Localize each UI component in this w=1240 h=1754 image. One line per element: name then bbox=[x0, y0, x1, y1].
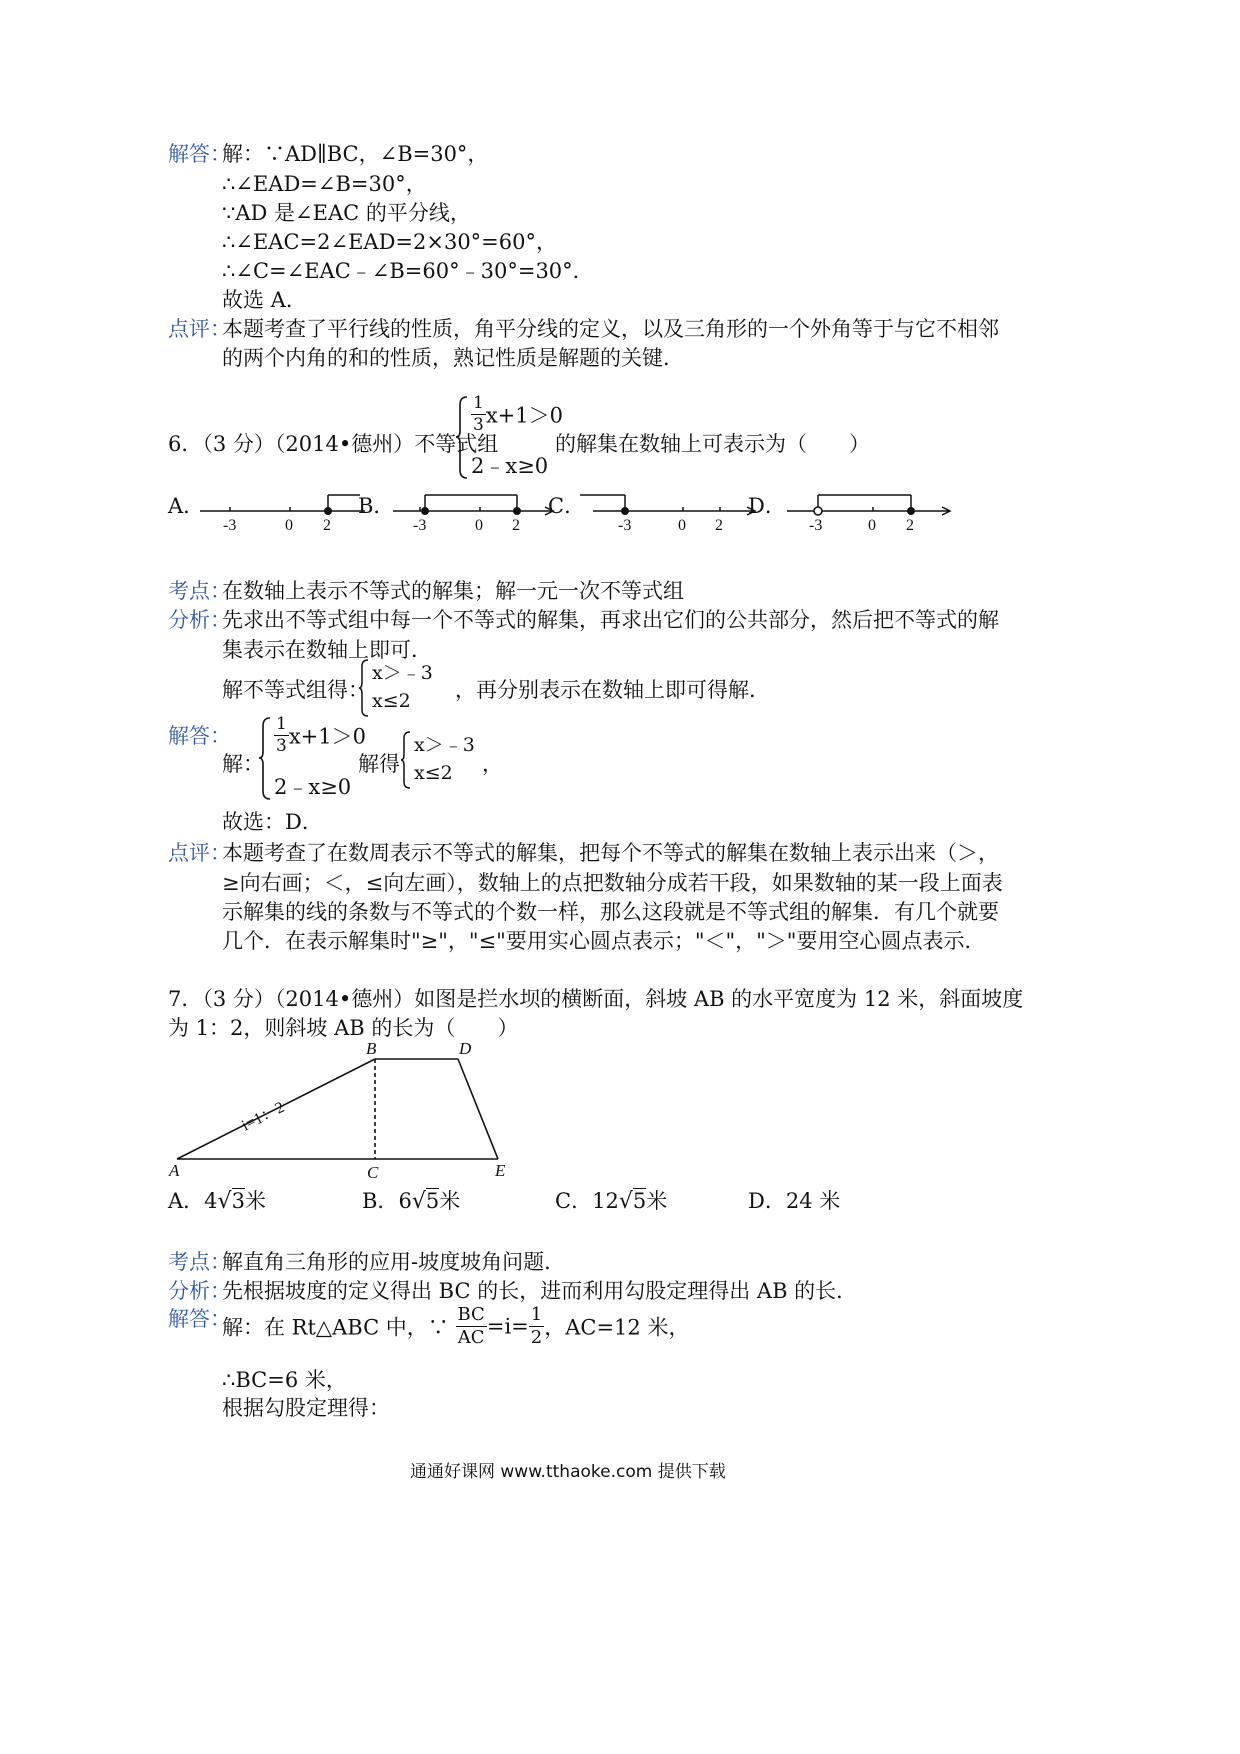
svg-text:2: 2 bbox=[715, 517, 723, 534]
comment-line: 示解集的线的条数与不等式的个数一样，那么这段就是不等式组的解集．有几个就要 bbox=[222, 900, 999, 924]
option-d: D．24 米 bbox=[748, 1189, 841, 1213]
svg-text:C: C bbox=[367, 1163, 379, 1182]
svg-text:D: D bbox=[459, 1039, 472, 1058]
solution-line: ∴∠EAD=∠B=30°， bbox=[222, 172, 427, 196]
analysis-system: x＞﹣3 x≤2 bbox=[358, 658, 458, 718]
answer-result-system: x＞﹣3 x≤2 bbox=[400, 730, 500, 790]
solution-line: ∴∠C=∠EAC﹣∠B=60°﹣30°=30°． bbox=[222, 259, 594, 283]
option-b: B．6√5米 bbox=[362, 1189, 461, 1214]
question-6-prefix: 6．（3 分）（2014•德州）不等式组 bbox=[168, 432, 499, 456]
analysis-label: 分析： bbox=[168, 1279, 231, 1303]
answer-label: 解答： bbox=[168, 724, 231, 748]
option-d-label: D． bbox=[748, 494, 786, 518]
brace-icon bbox=[400, 730, 412, 790]
analysis-suffix: ，再分别表示在数轴上即可得解． bbox=[455, 678, 770, 702]
svg-text:0: 0 bbox=[475, 517, 483, 534]
answer-label: 解答： bbox=[168, 142, 231, 166]
svg-text:B: B bbox=[366, 1039, 377, 1058]
analysis-prefix: 解不等式组得： bbox=[222, 678, 369, 702]
comment-line: 本题考查了平行线的性质，角平分线的定义，以及三角形的一个外角等于与它不相邻 bbox=[222, 317, 999, 341]
option-b-label: B． bbox=[358, 494, 395, 518]
svg-text:i=1：2: i=1：2 bbox=[239, 1098, 288, 1135]
solution-line: ∴BC=6 米， bbox=[222, 1368, 347, 1392]
svg-text:A: A bbox=[169, 1161, 180, 1180]
svg-text:-3: -3 bbox=[618, 517, 632, 534]
answer-system: $\frac{1}{3}$ x+1＞0 2﹣x≥0 bbox=[258, 716, 368, 801]
question-7-line: 为 1：2，则斜坡 AB 的长为（ ） bbox=[168, 1016, 519, 1040]
comment-line: 本题考查了在数周表示不等式的解集，把每个不等式的解集在数轴上表示出来（＞， bbox=[222, 841, 999, 865]
option-c-label: C． bbox=[548, 494, 586, 518]
number-lines bbox=[195, 485, 965, 535]
answer-equation: 解：在 Rt△ABC 中，∵ $\frac{BC}{AC}$ =i= $\frac{1}{2}$ ，AC=12 米， bbox=[222, 1304, 690, 1348]
svg-text:0: 0 bbox=[678, 517, 686, 534]
brace-icon bbox=[358, 658, 370, 718]
brace-icon bbox=[455, 395, 469, 480]
dam-cross-section-diagram bbox=[165, 1038, 525, 1183]
svg-text:0: 0 bbox=[868, 517, 876, 534]
analysis-label: 分析： bbox=[168, 608, 231, 632]
option-c: C．12√5米 bbox=[555, 1189, 668, 1214]
solution-line: 解：∵AD∥BC，∠B=30°， bbox=[222, 142, 489, 166]
key-point-label: 考点： bbox=[168, 1250, 231, 1274]
brace-icon bbox=[258, 716, 272, 801]
question-6-suffix: 的解集在数轴上可表示为（ ） bbox=[555, 432, 870, 456]
solution-line: 根据勾股定理得： bbox=[222, 1396, 390, 1420]
svg-text:E: E bbox=[495, 1161, 506, 1180]
analysis-line: 集表示在数轴上即可． bbox=[222, 638, 432, 662]
svg-text:2: 2 bbox=[512, 517, 520, 534]
svg-text:-3: -3 bbox=[413, 517, 427, 534]
svg-text:0: 0 bbox=[285, 517, 293, 534]
footer-credit: 通通好课网 www.tthaoke.com 提供下载 bbox=[410, 1462, 726, 1482]
answer-choice: 故选：D． bbox=[222, 810, 323, 834]
solution-line: ∵AD 是∠EAC 的平分线， bbox=[222, 201, 471, 225]
answer-end: ， bbox=[482, 752, 503, 776]
svg-text:2: 2 bbox=[906, 517, 914, 534]
solution-line: 故选 A． bbox=[222, 288, 307, 312]
svg-text:-3: -3 bbox=[223, 517, 237, 534]
solution-line: ∴∠EAC=2∠EAD=2×30°=60°， bbox=[222, 230, 557, 254]
comment-label: 点评： bbox=[168, 841, 231, 865]
comment-label: 点评： bbox=[168, 317, 231, 341]
answer-mid: 解得 bbox=[358, 752, 400, 776]
key-point-text: 在数轴上表示不等式的解集；解一元一次不等式组 bbox=[222, 579, 684, 603]
key-point-text: 解直角三角形的应用-坡度坡角问题． bbox=[222, 1250, 566, 1274]
option-a: A．4√3米 bbox=[168, 1189, 266, 1214]
analysis-line: 先求出不等式组中每一个不等式的解集，再求出它们的公共部分，然后把不等式的解 bbox=[222, 608, 999, 632]
comment-line: ≥向右画；＜，≤向左画），数轴上的点把数轴分成若干段，如果数轴的某一段上面表 bbox=[222, 871, 1003, 895]
answer-label: 解答： bbox=[168, 1307, 231, 1331]
answer-prefix: 解： bbox=[222, 752, 264, 776]
key-point-label: 考点： bbox=[168, 579, 231, 603]
comment-line: 几个．在表示解集时"≥"，"≤"要用实心圆点表示；"＜"，"＞"要用空心圆点表示． bbox=[222, 929, 986, 953]
analysis-text: 先根据坡度的定义得出 BC 的长，进而利用勾股定理得出 AB 的长． bbox=[222, 1279, 858, 1303]
comment-line: 的两个内角的和的性质，熟记性质是解题的关键． bbox=[222, 346, 684, 370]
option-a-label: A． bbox=[168, 494, 205, 518]
inequality-system: $\frac{1}{3}$ x+1＞0 2﹣x≥0 bbox=[455, 395, 565, 480]
svg-text:2: 2 bbox=[323, 517, 331, 534]
question-7-line: 7．（3 分）（2014•德州）如图是拦水坝的横断面，斜坡 AB 的水平宽度为 12 米，斜面坡度 bbox=[168, 987, 1024, 1011]
svg-text:-3: -3 bbox=[809, 517, 823, 534]
